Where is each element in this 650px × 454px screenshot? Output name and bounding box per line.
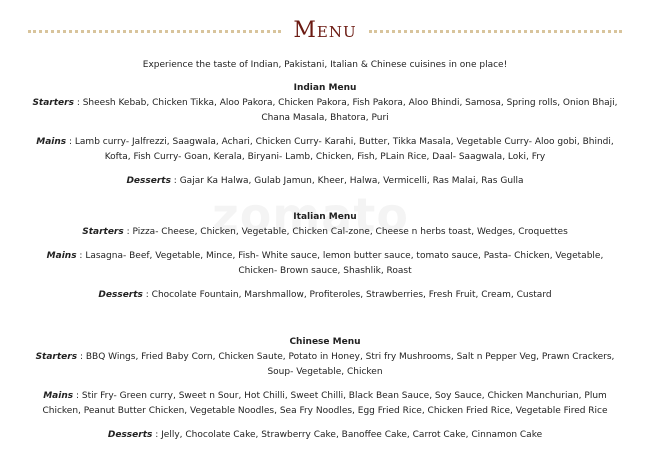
section-heading: Indian Menu [293,83,357,93]
section-heading: Chinese Menu [289,337,361,347]
dotted-rule-right [369,30,622,33]
line-label: Desserts [107,430,153,440]
line-items: Lamb curry- Jalfrezzi, Saagwala, Achari, Chicken Curry- Karahi, Butter, Tikka Masala, Vegetable Curry- Aloo gobi, Bhindi, Kofta, Fish Curry- Goan, Kerala, Biryani- Lamb, Chicken, Fish, PLain Rice, Daal- Saagwala, Loki, Fry [74,137,614,162]
menu-line-desserts: Desserts : Gajar Ka Halwa, Gulab Jamun, Kheer, Halwa, Vermicelli, Ras Malai, Ras Gulla [126,176,524,186]
menu-line-starters: Starters : BBQ Wings, Fried Baby Corn, Chicken Saute, Potato in Honey, Stri fry Mushrooms, Salt n Pepper Veg, Prawn Crackers, Soup- Vegetable, Chicken [35,352,615,377]
spacer [30,198,620,210]
menu-line-desserts: Desserts : Chocolate Fountain, Marshmallow, Profiteroles, Strawberries, Fresh Fruit, Cream, Custard [98,290,552,300]
section-heading: Italian Menu [293,212,357,222]
line-label: Mains [43,391,74,401]
menu-line-starters: Starters : Pizza- Cheese, Chicken, Vegetable, Chicken Cal-zone, Cheese n herbs toast, Wedges, Croquettes [82,227,568,237]
line-label: Starters [32,98,74,108]
line-label: Desserts [126,176,171,186]
line-items: Stir Fry- Green curry, Sweet n Sour, Hot Chilli, Sweet Chilli, Black Bean Sauce, Soy Sauce, Chicken Manchurian, Plum Chicken, Peanut Butter Chicken, Vegetable Noodles, Sea Fry Noodles, Egg Fried Rice, Chicken Fried Rice, Vegetable Fired Rice [42,391,608,416]
menu-line-mains: Mains : Stir Fry- Green curry, Sweet n Sour, Hot Chilli, Sweet Chilli, Black Bean Sauce, Soy Sauce, Chicken Manchurian, Plum Chicken, Peanut Butter Chicken, Vegetable Noodles, Sea Fry Noodles, Egg Fried Rice, Chicken Fried Rice, Vegetable Fired Rice [42,391,608,416]
line-label: Mains [46,251,77,261]
section-italian [30,210,620,303]
line-items: Chocolate Fountain, Marshmallow, Profiteroles, Strawberries, Fresh Fruit, Cream, Custard [151,290,552,300]
line-label: Mains [36,137,67,147]
section-chinese [30,335,620,443]
line-items: BBQ Wings, Fried Baby Corn, Chicken Saute, Potato in Honey, Stri fry Mushrooms, Salt n Pepper Veg, Prawn Crackers, Soup- Vegetable, Chicken [85,352,615,377]
section-indian [30,81,620,189]
menu-line-mains: Mains : Lamb curry- Jalfrezzi, Saagwala, Achari, Chicken Curry- Karahi, Butter, Tikka Masala, Vegetable Curry- Aloo gobi, Bhindi, Kofta, Fish Curry- Goan, Kerala, Biryani- Lamb, Chicken, Fish, PLain Rice, Daal- Saagwala, Loki, Fry [36,137,614,162]
line-label: Starters [35,352,78,362]
menu-line-starters: Starters : Sheesh Kebab, Chicken Tikka, Aloo Pakora, Chicken Pakora, Fish Pakora, Aloo Bhindi, Samosa, Spring rolls, Onion Bhaji, Chana Masala, Bhatora, Puri [32,98,618,123]
menu-content [30,58,620,452]
page-title: Menu [293,18,357,43]
dotted-rule-left [28,30,281,33]
line-items: Jelly, Chocolate Cake, Strawberry Cake, Banoffee Cake, Carrot Cake, Cinnamon Cake [161,430,543,440]
line-items: Pizza- Cheese, Chicken, Vegetable, Chicken Cal-zone, Cheese n herbs toast, Wedges, Croquettes [132,227,568,237]
menu-line-mains: Mains : Lasagna- Beef, Vegetable, Mince, Fish- White sauce, lemon butter sauce, tomato sauce, Pasta- Chicken, Vegetable, Chicken- Brown sauce, Shashlik, Roast [46,251,604,276]
menu-line-desserts: Desserts : Jelly, Chocolate Cake, Strawberry Cake, Banoffee Cake, Carrot Cake, Cinnamon Cake [107,430,543,440]
intro-text: Experience the taste of Indian, Pakistani, Italian & Chinese cuisines in one place! [142,60,508,70]
line-label: Desserts [98,290,143,300]
line-items: Sheesh Kebab, Chicken Tikka, Aloo Pakora, Chicken Pakora, Fish Pakora, Aloo Bhindi, Samosa, Spring rolls, Onion Bhaji, Chana Masala, Bhatora, Puri [82,98,618,123]
menu-header [0,14,650,48]
spacer [30,312,620,335]
line-items: Lasagna- Beef, Vegetable, Mince, Fish- White sauce, lemon butter sauce, tomato sauce, Pasta- Chicken, Vegetable, Chicken- Brown sauce, Shashlik, Roast [85,251,604,276]
line-label: Starters [82,227,124,237]
line-items: Gajar Ka Halwa, Gulab Jamun, Kheer, Halwa, Vermicelli, Ras Malai, Ras Gulla [179,176,524,186]
